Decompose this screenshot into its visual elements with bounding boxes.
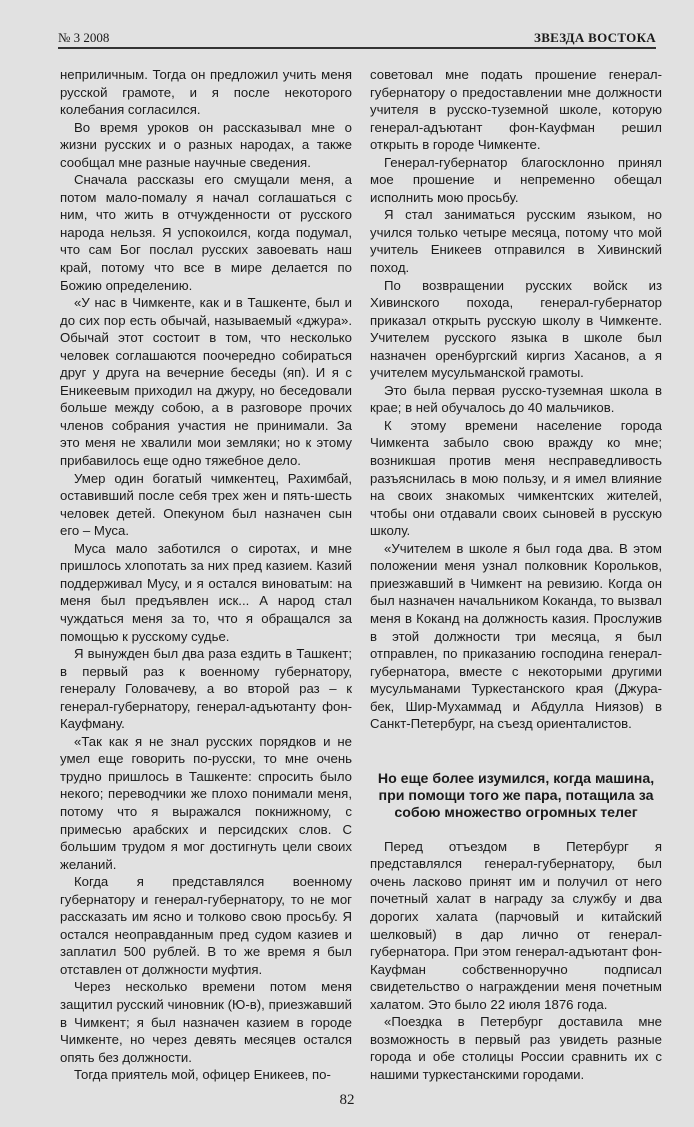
paragraph: «Учителем в школе я был года два. В этом положении меня узнал полковник Корольков, приезжавший в Чимкент на ревизию. Когда он был назначен начальником Коканда, то вызвал меня в Коканд на должность казия. Прослужив в этой должности три месяца, я был отправлен, по приказанию господина генерал-губернатора, вместе с некоторыми другими мусульманами Туркестанского края (Джура-бек, Шир-Мухаммад и Абдулла Ниязов) в Санкт-Петербург, на съезд ориенталистов. xyxy=(370,540,662,732)
section-subheading: Но еще более изумился, когда машина, при помощи того же пара, потащила за собою множество огромных телег xyxy=(377,770,655,821)
paragraph: «Поездка в Петербург доставила мне возможность в первый раз увидеть разные города и обе столицы России сравнить их с нашими туркестанскими городами. xyxy=(370,1014,662,1082)
paragraph: Сначала рассказы его смущали меня, а потом мало-помалу я начал соглашаться с ним, что жить в отчужденности от русского народа нельзя. Я успокоился, когда подумал, что сам Бог послал русских завоевать наш край, потому что все в мире делается по Божию определению. xyxy=(60,172,352,293)
left-column xyxy=(60,66,352,1084)
running-header xyxy=(58,30,656,46)
page-number: 82 xyxy=(339,1092,355,1108)
header-rule xyxy=(58,47,656,49)
paragraph: Через несколько времени потом меня защитил русский чиновник (Ю-в), приезжавший в Чимкент; я был назначен казием в городе Чимкенте, но через девять месяцев остался опять без должности. xyxy=(60,979,352,1065)
paragraph: Генерал-губернатор благосклонно принял мое прошение и непременно обещал исполнить мою просьбу. xyxy=(370,154,662,205)
paragraph: Это была первая русско-туземная школа в крае; в ней обучалось до 40 мальчиков. xyxy=(370,382,662,416)
issue-number: № 3 2008 xyxy=(58,30,110,45)
right-column xyxy=(370,66,662,1083)
paragraph: Умер один богатый чимкентец, Рахимбай, оставивший после себя трех жен и пять-шесть человек детей. Опекуном был назначен сын его – Муса. xyxy=(60,470,352,539)
paragraph: Муса мало заботился о сиротах, и мне пришлось хлопотать за них пред казием. Казий поддерживал Мусу, и я остался виноватым: на меня был предъявлен иск... А народ стал чуждаться меня за то, что я обращался за помощью к русскому судье. xyxy=(60,540,352,644)
right-column-lower xyxy=(370,838,662,1084)
paragraph: неприличным. Тогда он предложил учить меня русской грамоте, и я после некоторого колебания согласился. xyxy=(60,67,352,118)
paragraph: «У нас в Чимкенте, как и в Ташкенте, был и до сих пор есть обычай, называемый «джура». Обычай этот состоит в том, что несколько человек соглашаются поочередно собираться друг у друга на вечерние беседы (яп). И я с Еникеевым приходил на джуру, но беседовали больше между собою, а в разговоре прочих членов собрания участия не принимали. За это меня не хвалили мои земляки; но к этому прибавилось еще одно тяжебное дело. xyxy=(60,295,352,469)
paragraph: Я стал заниматься русским языком, но учился только четыре месяца, потому что мой учитель Еникеев отправился в Хивинский поход. xyxy=(370,207,662,276)
paragraph: Когда я представлялся военному губернатору и генерал-губернатору, то не мог рассказать им ясно и толково свою просьбу. Я остался неоправданным пред судом казиев и заплатил 500 рублей. В то же время я был отставлен от должности муфтия. xyxy=(60,874,352,977)
paragraph: Я вынужден был два раза ездить в Ташкент; в первый раз к военному губернатору, генералу Головачеву, а во второй раз – к генерал-губернатору, генерал-адъютанту фон-Кауфману. xyxy=(60,646,352,732)
paragraph: Во время уроков он рассказывал мне о жизни русских и о разных народах, а также сообщал мне разные научные сведения. xyxy=(60,119,352,170)
paragraph: По возвращении русских войск из Хивинского похода, генерал-губернатор приказал открыть русскую школу в Чимкенте. Учителем русского языка в школе был назначен оренбургский киргиз Хасанов, а я учителем мусульманской грамоты. xyxy=(370,277,662,381)
paragraph: К этому времени население города Чимкента забыло свою вражду ко мне; возникшая против меня несправедливость разъяснилась в мою пользу, и я имел влияние на своих знакомых чимкентских жителей, чтобы они отдавали своих сыновей в русскую школу. xyxy=(370,417,662,539)
paragraph: Перед отъездом в Петербург я представлялся генерал-губернатору, был очень ласково принят им и получил от него почетный халат в награду за службу и два дорогих халата (парчовый и китайский шелковый) в дар лично от генерал-губернатора. При этом генерал-адъютант фон-Кауфман собственноручно подписал свидетельство о награждении меня почетным халатом. Это было 22 июля 1876 года. xyxy=(370,838,662,1012)
paragraph: советовал мне подать прошение генерал-губернатору о предоставлении мне должности учителя в русско-туземной школе, которую генерал-адъютант фон-Кауфман решил открыть в городе Чимкенте. xyxy=(370,67,662,153)
right-column-upper xyxy=(370,66,662,733)
journal-title: ЗВЕЗДА ВОСТОКА xyxy=(534,30,656,45)
paragraph: «Так как я не знал русских порядков и не умел еще говорить по-русски, то мне очень трудно пришлось в Ташкенте: спросить было некого; переводчики же плохо понимали меня, потому что я выражался покнижному, с примесью арабских и персидских слов. С большим трудом я мог достигнуть цели своих желаний. xyxy=(60,733,352,872)
paragraph: Тогда приятель мой, офицер Еникеев, по- xyxy=(74,1067,331,1083)
